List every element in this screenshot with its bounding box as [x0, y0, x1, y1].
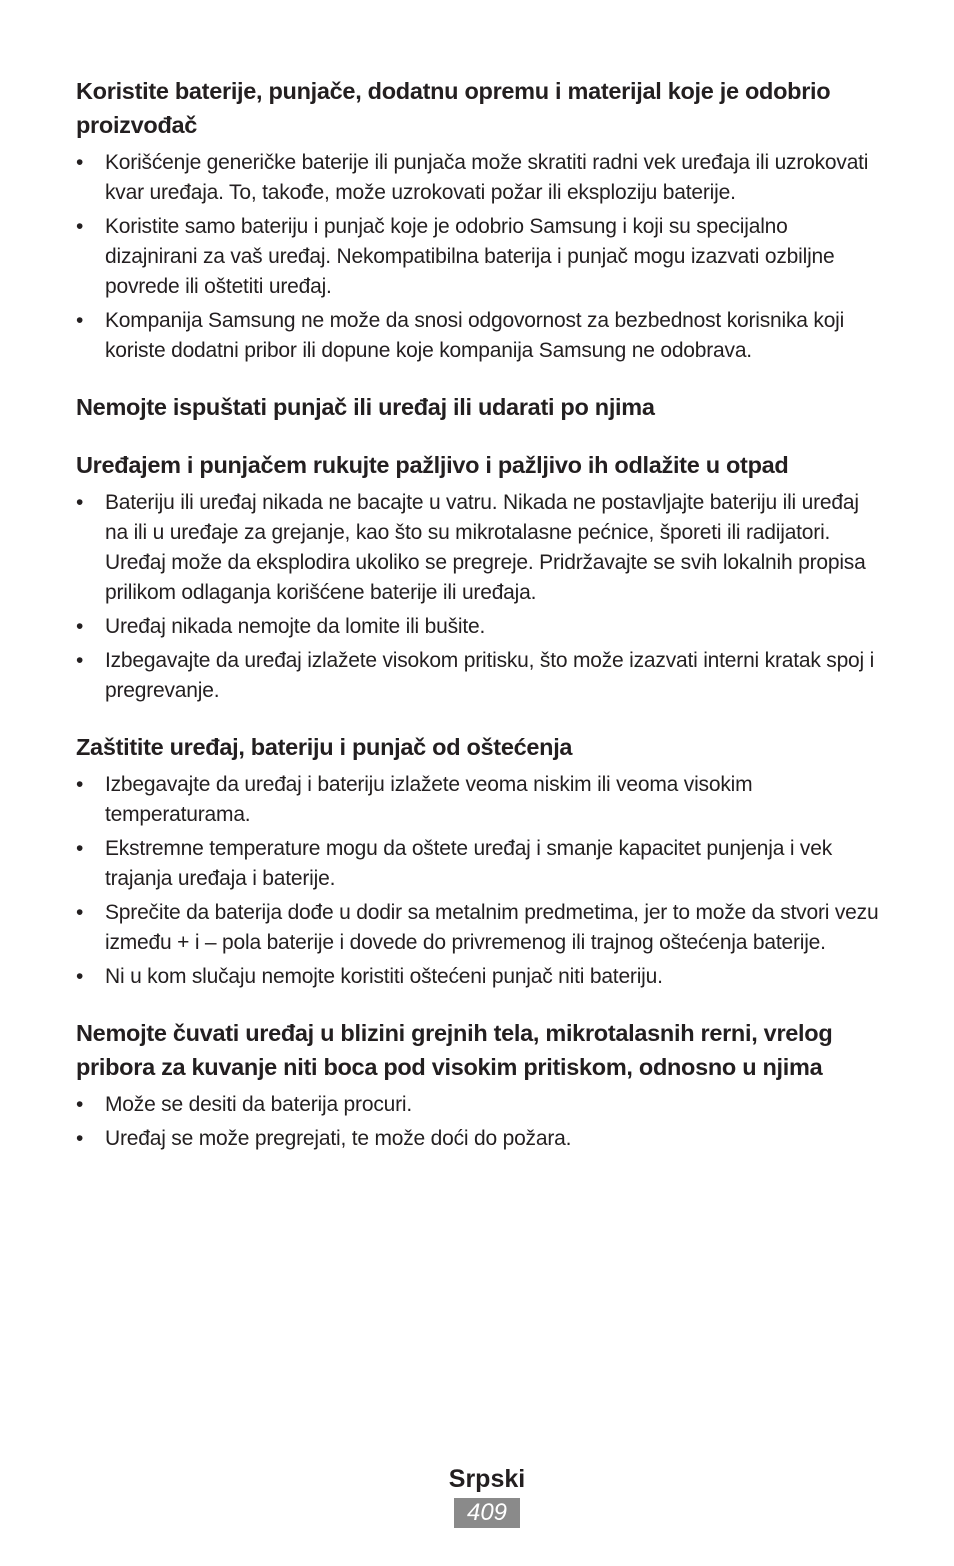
bullet-icon: •	[76, 649, 84, 672]
list-item	[76, 962, 882, 992]
list-item-text: Izbegavajte da uređaj i bateriju izlažete veoma niskim ili veoma visokim temperaturama.	[105, 773, 753, 826]
list-item	[76, 488, 882, 608]
list-item-text: Izbegavajte da uređaj izlažete visokom pritisku, što može izazvati interni kratak spoj i pregrevanje.	[105, 649, 875, 702]
bullet-list	[76, 148, 882, 366]
section-handle-dispose	[76, 448, 882, 706]
section-heading: Nemojte ispuštati punjač ili uređaj ili udarati po njima	[76, 394, 655, 420]
bullet-icon: •	[76, 491, 84, 514]
list-item	[76, 612, 882, 642]
section-do-not-drop	[76, 390, 882, 424]
page-number-badge: 409	[454, 1498, 520, 1528]
page-content	[76, 74, 882, 1158]
list-item-text: Ni u kom slučaju nemojte koristiti oštećeni punjač niti bateriju.	[105, 965, 663, 988]
bullet-list	[76, 1090, 882, 1154]
list-item	[76, 834, 882, 894]
bullet-icon: •	[76, 1127, 84, 1150]
section-heat-sources	[76, 1016, 882, 1154]
list-item-text: Bateriju ili uređaj nikada ne bacajte u vatru. Nikada ne postavljajte bateriju ili uređaj na ili u uređaje za grejanje, kao što su mikrotalasne pećnice, šporeti ili radijatori. Uređaj može da eksplodira ukoliko se pregreje. Pridržavajte se svih lokalnih propisa prilikom odlaganja korišćene baterije ili uređaja.	[105, 491, 866, 604]
list-item	[76, 306, 882, 366]
list-item-text: Korišćenje generičke baterije ili punjača može skratiti radni vek uređaja ili uzrokovati kvar uređaja. To, takođe, može uzrokovati požar ili eksploziju baterije.	[105, 151, 869, 204]
bullet-icon: •	[76, 151, 84, 174]
section-protect-damage	[76, 730, 882, 992]
section-heading: Koristite baterije, punjače, dodatnu opremu i materijal koje je odobrio proizvođač	[76, 78, 831, 138]
page-footer	[0, 1462, 954, 1528]
bullet-icon: •	[76, 1093, 84, 1116]
list-item-text: Ekstremne temperature mogu da oštete uređaj i smanje kapacitet punjenja i vek trajanja uređaja i baterije.	[105, 837, 833, 890]
bullet-icon: •	[76, 965, 84, 988]
bullet-icon: •	[76, 309, 84, 332]
list-item	[76, 212, 882, 302]
list-item-text: Kompanija Samsung ne može da snosi odgovornost za bezbednost korisnika koji koriste dodatni pribor ili dopune koje kompanija Samsung ne odobrava.	[105, 309, 845, 362]
bullet-list	[76, 488, 882, 706]
bullet-icon: •	[76, 215, 84, 238]
bullet-icon: •	[76, 615, 84, 638]
list-item	[76, 646, 882, 706]
list-item	[76, 148, 882, 208]
list-item-text: Koristite samo bateriju i punjač koje je odobrio Samsung i koji su specijalno dizajnirani za vaš uređaj. Nekompatibilna baterija i punjač mogu izazvati ozbiljne povrede ili oštetiti uređaj.	[105, 215, 835, 298]
list-item-text: Uređaj nikada nemojte da lomite ili bušite.	[105, 615, 486, 638]
list-item-text: Uređaj se može pregrejati, te može doći do požara.	[105, 1127, 572, 1150]
list-item	[76, 1090, 882, 1120]
list-item	[76, 770, 882, 830]
list-item	[76, 1124, 882, 1154]
bullet-icon: •	[76, 773, 84, 796]
bullet-icon: •	[76, 837, 84, 860]
language-label: Srpski	[448, 1465, 526, 1493]
list-item-text: Sprečite da baterija dođe u dodir sa metalnim predmetima, jer to može da stvori vezu između + i – pola baterije i dovede do privremenog ili trajnog oštećenja baterije.	[105, 901, 879, 954]
section-heading: Nemojte čuvati uređaj u blizini grejnih tela, mikrotalasnih rerni, vrelog pribora za kuvanje niti boca pod visokim pritiskom, odnosno u njima	[76, 1020, 833, 1080]
bullet-list	[76, 770, 882, 992]
section-approved-accessories	[76, 74, 882, 366]
list-item-text: Može se desiti da baterija procuri.	[105, 1093, 412, 1116]
section-heading: Zaštitite uređaj, bateriju i punjač od oštećenja	[76, 734, 573, 760]
section-heading: Uređajem i punjačem rukujte pažljivo i pažljivo ih odlažite u otpad	[76, 452, 789, 478]
bullet-icon: •	[76, 901, 84, 924]
list-item	[76, 898, 882, 958]
